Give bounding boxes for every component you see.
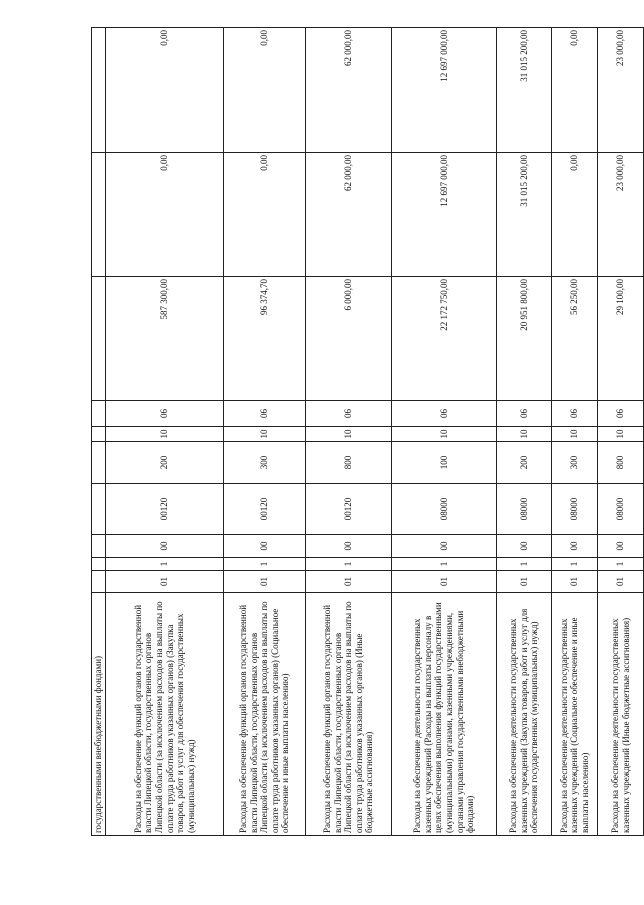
code-7: 06 (224, 401, 306, 427)
table-row (224, 28, 306, 836)
amount-3: 31 015 200,00 (497, 28, 552, 153)
table-row (306, 28, 392, 836)
table-row (392, 28, 497, 836)
amount-3: 62 000,00 (306, 28, 392, 153)
code-5: 100 (392, 442, 497, 484)
code-7: 06 (306, 401, 392, 427)
amount-2: 0,00 (224, 153, 306, 277)
table-row-continuation (92, 28, 106, 836)
row-name: Расходы на обеспечение деятельности государственных казенных учреждений (Социальное обеспечение и иные выплаты населению) (552, 593, 598, 836)
code-2: 1 (598, 558, 644, 571)
amount-3: 0,00 (106, 28, 224, 153)
code-1: 01 (552, 571, 598, 593)
amount-1: 22 172 750,00 (392, 277, 497, 401)
amount-2: 12 697 000,00 (392, 153, 497, 277)
code-6: 10 (224, 427, 306, 442)
code-7: 06 (106, 401, 224, 427)
row-name: Расходы на обеспечение деятельности государственных казенных учреждений (Иные бюджетные ассигнования) (598, 593, 644, 836)
continuation-text: государственными внебюджетными фондами) (92, 593, 106, 836)
code-7: 06 (497, 401, 552, 427)
code-4: 08000 (392, 484, 497, 535)
code-6: 10 (552, 427, 598, 442)
table-row (598, 28, 644, 836)
code-5: 800 (598, 442, 644, 484)
code-4: 08000 (598, 484, 644, 535)
code-3: 00 (224, 535, 306, 558)
code-2: 1 (306, 558, 392, 571)
rotated-page-area (91, 28, 631, 836)
code-5: 300 (552, 442, 598, 484)
code-4: 08000 (552, 484, 598, 535)
code-1: 01 (598, 571, 644, 593)
code-7: 06 (598, 401, 644, 427)
code-1: 01 (392, 571, 497, 593)
amount-1: 56 250,00 (552, 277, 598, 401)
table-row (552, 28, 598, 836)
code-6: 10 (497, 427, 552, 442)
code-1: 01 (224, 571, 306, 593)
amount-3: 0,00 (224, 28, 306, 153)
budget-table (91, 27, 644, 836)
code-2: 1 (552, 558, 598, 571)
code-5: 200 (106, 442, 224, 484)
code-3: 00 (392, 535, 497, 558)
code-3: 00 (552, 535, 598, 558)
rotated-table-wrapper (91, 28, 631, 836)
amount-2: 23 000,00 (598, 153, 644, 277)
code-2: 1 (497, 558, 552, 571)
table-row (497, 28, 552, 836)
code-1: 01 (106, 571, 224, 593)
table-row (106, 28, 224, 836)
code-5: 800 (306, 442, 392, 484)
code-3: 00 (598, 535, 644, 558)
code-5: 300 (224, 442, 306, 484)
amount-1: 587 300,00 (106, 277, 224, 401)
code-4: 00120 (306, 484, 392, 535)
amount-2: 62 000,00 (306, 153, 392, 277)
code-4: 00120 (106, 484, 224, 535)
code-7: 06 (552, 401, 598, 427)
code-3: 00 (306, 535, 392, 558)
code-4: 08000 (497, 484, 552, 535)
amount-2: 0,00 (106, 153, 224, 277)
amount-3: 0,00 (552, 28, 598, 153)
amount-1: 29 100,00 (598, 277, 644, 401)
code-7: 06 (392, 401, 497, 427)
code-2: 1 (106, 558, 224, 571)
row-name: Расходы на обеспечение деятельности государственных казенных учреждений (Закупка товаров, работ и услуг для обеспечения государственных (муниципальных) нужд) (497, 593, 552, 836)
row-name: Расходы на обеспечение функций органов государственной власти Липецкой области, государственных органов Липецкой области (за исключением расходов на выплаты по оплате труда работников указанных органов) (Иные бюджетные ассигнования) (306, 593, 392, 836)
code-1: 01 (497, 571, 552, 593)
amount-3: 23 000,00 (598, 28, 644, 153)
code-3: 00 (106, 535, 224, 558)
code-5: 200 (497, 442, 552, 484)
amount-1: 96 374,70 (224, 277, 306, 401)
code-4: 00120 (224, 484, 306, 535)
code-6: 10 (598, 427, 644, 442)
amount-3: 12 697 000,00 (392, 28, 497, 153)
row-name: Расходы на обеспечение функций органов государственной власти Липецкой области, государственных органов Липецкой области (за исключением расходов на выплаты по оплате труда работников указанных органов) (Закупка товаров, работ и услуг для обеспечения государственных (муниципальных) нужд) (106, 593, 224, 836)
code-6: 10 (392, 427, 497, 442)
code-1: 01 (306, 571, 392, 593)
code-2: 1 (224, 558, 306, 571)
amount-2: 0,00 (552, 153, 598, 277)
amount-1: 20 951 800,00 (497, 277, 552, 401)
amount-1: 6 000,00 (306, 277, 392, 401)
row-name: Расходы на обеспечение деятельности государственных казенных учреждений (Расходы на выплаты персоналу в целях обеспечения выполнения функций государственными (муниципальными) органами, казенными учреждениями, органами управления государственными внебюджетными фондами) (392, 593, 497, 836)
code-6: 10 (306, 427, 392, 442)
code-2: 1 (392, 558, 497, 571)
code-3: 00 (497, 535, 552, 558)
amount-2: 31 015 200,00 (497, 153, 552, 277)
code-6: 10 (106, 427, 224, 442)
row-name: Расходы на обеспечение функций органов государственной власти Липецкой области, государственных органов Липецкой области (за исключением расходов на выплаты по оплате труда работников указанных органов) (Социальное обеспечение и иные выплаты населению) (224, 593, 306, 836)
